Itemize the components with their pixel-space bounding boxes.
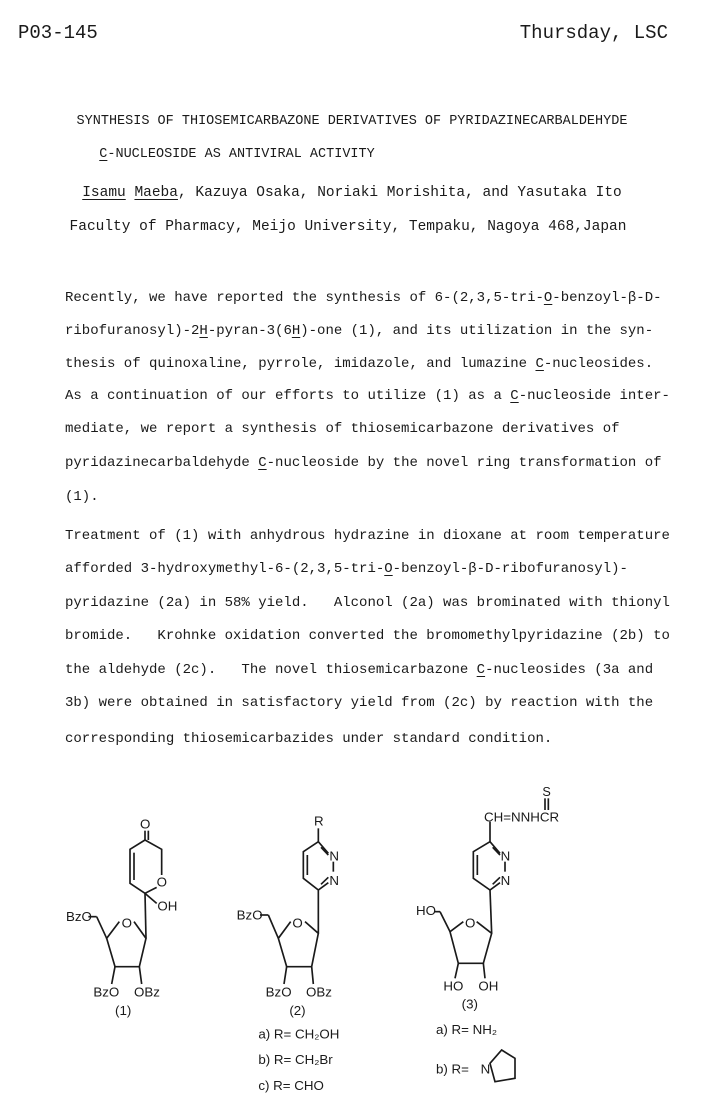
underlined-text: O — [543, 290, 553, 306]
text-run: -benzoyl-β-D- — [552, 290, 662, 306]
c3-variant-b: b) R= — [436, 1061, 469, 1077]
title-underlined: C — [99, 147, 108, 162]
text-run: 3b) were obtained in satisfactory yield from (2c) by reaction with the — [65, 695, 654, 711]
c3-variant-b-nitrogen: N — [480, 1061, 491, 1077]
compound-3-structure — [435, 798, 548, 1081]
paragraph-2-line — [65, 528, 670, 544]
title-line-2 — [0, 147, 589, 162]
paragraph-1-line — [65, 356, 653, 372]
c1-ring-o: O — [156, 874, 168, 890]
authors-rest: , Kazuya Osaka, Noriaki Morishita, and Yasutaka Ito — [177, 185, 622, 201]
underlined-text: C — [476, 662, 486, 678]
c3-n1: N — [500, 848, 511, 864]
underlined-text: C — [535, 356, 544, 372]
text-run: bromide. Krohnke oxidation converted the bromomethylpyridazine (2b) to — [65, 628, 670, 644]
paragraph-2-line — [65, 561, 628, 577]
c3-furan-o: O — [465, 915, 476, 931]
text-run: -benzoyl-β-D-ribofuranosyl)- — [392, 561, 628, 577]
c3-n2: N — [500, 873, 511, 888]
underlined-text: H — [291, 323, 301, 339]
text-run: -nucleoside by the novel ring transformation of — [266, 455, 662, 471]
c2-variant-a: a) R= CH₂OH — [258, 1026, 340, 1042]
text-run: -pyran-3(6 — [207, 323, 292, 339]
paragraph-2-line — [65, 595, 670, 611]
author-last-name: Maeba — [134, 185, 178, 201]
abstract-code: P03-145 — [18, 22, 98, 44]
c1-obz2: OBz — [134, 984, 160, 1000]
title-rest: -NUCLEOSIDE AS ANTIVIRAL ACTIVITY — [107, 147, 375, 162]
compound-1-structure — [88, 831, 161, 984]
text-run: ribofuranosyl)-2 — [65, 323, 200, 339]
c3-label: (3) — [461, 996, 478, 1012]
affiliation: Faculty of Pharmacy, Meijo University, Tempaku, Nagoya 468,Japan — [69, 219, 627, 235]
text-run: corresponding thiosemicarbazides under standard condition. — [65, 731, 553, 747]
c2-obz2: OBz — [306, 984, 332, 1000]
paragraph-1-line — [65, 323, 653, 339]
chemical-scheme — [60, 760, 700, 1100]
c2-variant-c: c) R= CHO — [258, 1078, 324, 1093]
text-run: mediate, we report a synthesis of thiosemicarbazone derivatives of — [65, 421, 620, 437]
underlined-text: C — [258, 455, 267, 471]
paragraph-2-line — [65, 731, 552, 747]
c2-furan-o: O — [292, 915, 303, 931]
text-run: Recently, we have reported the synthesis of 6-(2,3,5-tri- — [65, 290, 544, 306]
c1-bzo5: BzO — [66, 909, 92, 924]
c1-furan-o: O — [121, 915, 133, 931]
c1-oh: OH — [157, 898, 178, 914]
compound-2-structure — [260, 828, 333, 984]
paragraph-1-line — [65, 489, 99, 505]
paragraph-2-line — [65, 628, 670, 644]
c2-n1: N — [329, 848, 339, 864]
underlined-text: C — [510, 388, 519, 404]
paragraph-1-line — [65, 421, 620, 437]
c1-bzo3: BzO — [93, 984, 120, 1000]
c2-bzo3: BzO — [265, 984, 292, 1000]
text-run: thesis of quinoxaline, pyrrole, imidazole, and lumazine — [65, 356, 536, 372]
session-label: Thursday, LSC — [519, 22, 668, 44]
text-run: pyridazinecarbaldehyde — [65, 455, 259, 471]
c2-n2: N — [329, 873, 339, 888]
c3-oh2: OH — [478, 978, 499, 994]
c3-thio-s: S — [542, 785, 551, 799]
c1-label: (1) — [115, 1003, 132, 1018]
text-run: -nucleosides. — [543, 356, 654, 372]
paragraph-1-line — [65, 388, 670, 404]
underlined-text: O — [384, 561, 393, 577]
c3-variant-a: a) R= NH₂ — [436, 1022, 498, 1037]
text-run: the aldehyde (2c). The novel thiosemicarbazone — [65, 662, 477, 678]
authors — [0, 185, 704, 201]
text-run: -nucleosides (3a and — [485, 662, 654, 678]
text-run: Treatment of (1) with anhydrous hydrazine in dioxane at room temperature — [65, 528, 670, 544]
paragraph-2-line — [65, 695, 653, 711]
c2-r: R — [314, 813, 324, 829]
text-run: )-one (1), and its utilization in the syn- — [300, 323, 654, 339]
text-run: -nucleoside inter- — [518, 388, 670, 404]
c2-label: (2) — [289, 1003, 306, 1018]
author-first-name: Isamu — [82, 185, 126, 201]
c2-variant-b: b) R= CH₂Br — [258, 1052, 333, 1067]
text-run: As a continuation of our efforts to utilize (1) as a — [65, 388, 511, 404]
paragraph-1-line — [65, 290, 662, 306]
c1-carbonyl-o: O — [140, 816, 151, 832]
c3-ho5: HO — [416, 903, 436, 918]
text-run: (1). — [65, 489, 99, 505]
text-run: pyridazine (2a) in 58% yield. Alconol (2a) was brominated with thionyl — [65, 595, 670, 611]
paragraph-1-line — [65, 455, 662, 471]
underlined-text: H — [199, 323, 208, 339]
c3-side-chain: CH=NNHCR — [484, 809, 560, 825]
c3-ho3: HO — [443, 978, 464, 994]
paragraph-2-line — [65, 662, 653, 678]
c2-bzo5: BzO — [236, 907, 263, 923]
text-run: afforded 3-hydroxymethyl-6-(2,3,5-tri- — [65, 561, 385, 577]
title-line-1: SYNTHESIS OF THIOSEMICARBAZONE DERIVATIVES OF PYRIDAZINECARBALDEHYDE — [76, 114, 628, 129]
